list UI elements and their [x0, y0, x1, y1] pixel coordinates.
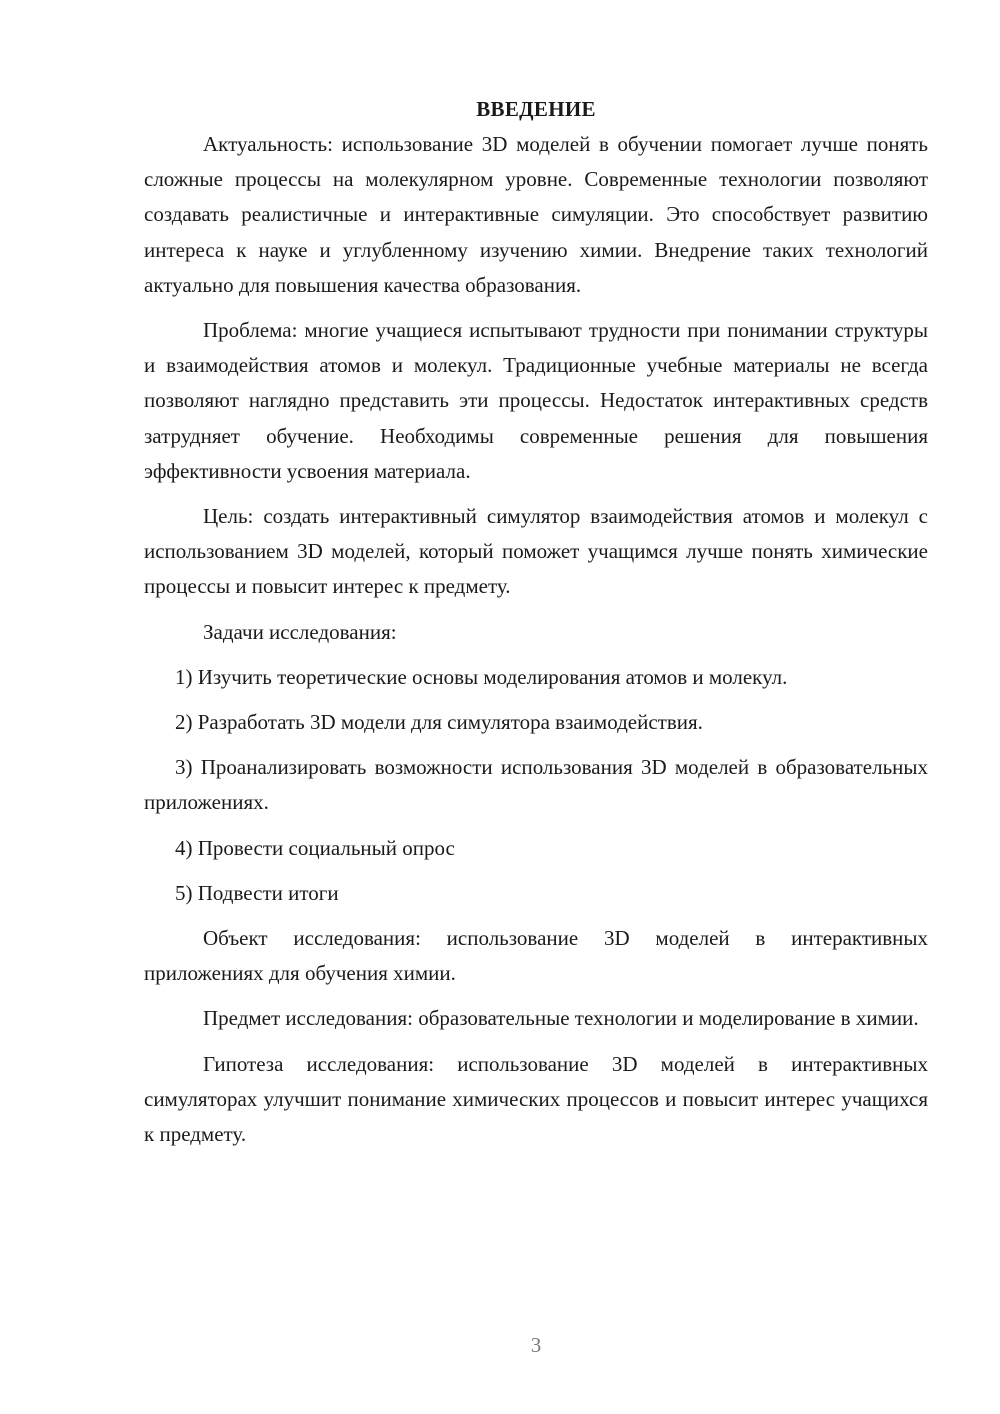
hypothesis-paragraph: Гипотеза исследования: использование 3D моделей в интерактивных симуляторах улучшит понимание химических процессов и повысит интерес учащихся к предмету. [144, 1051, 928, 1147]
section-heading: ВВЕДЕНИЕ [476, 97, 596, 121]
tasks-intro: Задачи исследования: [203, 619, 397, 644]
goal-paragraph: Цель: создать интерактивный симулятор взаимодействия атомов и молекул с использованием 3D моделей, который поможет учащимся лучше понять химические процессы и повысит интерес к предмету. [144, 504, 928, 599]
relevance-paragraph: Актуальность: использование 3D моделей в обучении помогает лучше понять сложные процессы на молекулярном уровне. Современные технологии позволяют создавать реалистичные и интерактивные симуляции. Это способствует развитию интереса к науке и углубленному изучению химии. Внедрение таких технологий актуально для повышения качества образования. [144, 132, 928, 297]
task-item: 2) Разработать 3D модели для симулятора взаимодействия. [175, 710, 703, 735]
page-number: 3 [530, 1333, 542, 1357]
subject-paragraph: Предмет исследования: образовательные технологии и моделирование в химии. [203, 1006, 919, 1031]
task-item: 4) Провести социальный опрос [175, 835, 455, 860]
task-item: 1) Изучить теоретические основы моделирования атомов и молекул. [175, 664, 788, 689]
object-paragraph: Объект исследования: использование 3D моделей в интерактивных приложениях для обучения химии. [144, 926, 928, 986]
page-content [144, 92, 928, 1162]
task-item: 5) Подвести итоги [175, 880, 339, 905]
task-item: 3) Проанализировать возможности использования 3D моделей в образовательных приложениях. [144, 755, 928, 815]
problem-paragraph: Проблема: многие учащиеся испытывают трудности при понимании структуры и взаимодействия атомов и молекул. Традиционные учебные материалы не всегда позволяют наглядно представить эти процессы. Недостаток интерактивных средств затрудняет обучение. Необходимы современные решения для повышения эффективности усвоения материала. [144, 318, 928, 483]
